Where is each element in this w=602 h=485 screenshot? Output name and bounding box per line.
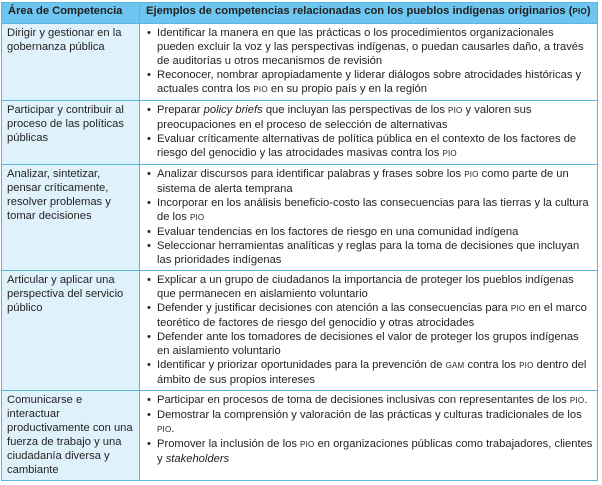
item-text: en el marco teorético de factores de riesgo del genocidio y otras atrocidades [157, 302, 587, 329]
abbreviation: PIO [442, 149, 457, 158]
list-item [146, 68, 593, 97]
item-text: Evaluar críticamente alternativas de política pública en el contexto de los factores de riesgo del genocidio y las atrocidades masivas contra los [157, 133, 577, 159]
competency-examples [140, 271, 598, 391]
competency-examples [140, 24, 598, 101]
item-text: dentro del ámbito de sus propios intereses [157, 359, 587, 386]
abbreviation: PIO [464, 170, 479, 179]
table-body [2, 24, 598, 481]
list-item [146, 132, 593, 161]
examples-list [146, 273, 593, 387]
item-text: Analizar discursos para identificar palabras y frases sobre los [157, 168, 465, 180]
list-item [146, 330, 593, 358]
table-row [2, 271, 598, 391]
item-text: Identificar la manera en que las prácticas o los procedimientos organizacionales pueden excluir la voz y las perspectivas indígenas, o puedan causarles daño, a través de auditorías u otros mecanismos de revisión [157, 27, 584, 67]
item-text: como parte de un sistema de alerta temprana [157, 168, 569, 195]
emphasis-text: policy briefs [203, 104, 263, 116]
abbreviation: PIO [157, 425, 172, 434]
item-text: Defender y justificar decisiones con atención a las consecuencias para [157, 302, 511, 314]
item-text: y valoren sus preocupaciones en el proceso de selección de alternativas [157, 104, 532, 131]
item-text: Participar en procesos de toma de decisiones inclusivas con representantes de los [157, 394, 570, 406]
table-row [2, 391, 598, 481]
abbreviation: PIO [300, 440, 315, 449]
competency-area: Participar y contribuir al proceso de las políticas públicas [2, 101, 140, 165]
list-item [146, 393, 593, 408]
table-row [2, 101, 598, 165]
item-text: Identificar y priorizar oportunidades para la prevención de [157, 359, 446, 371]
table-row [2, 24, 598, 101]
list-item [146, 273, 593, 301]
list-item [146, 301, 593, 330]
header-examples-abbr: PIO [572, 7, 587, 16]
header-examples-text: Ejemplos de competencias relacionadas con los pueblos indígenas originarios ( [146, 5, 573, 17]
examples-list [146, 103, 593, 161]
item-text: Demostrar la comprensión y valoración de las prácticas y culturas tradicionales de los [157, 409, 582, 421]
competency-area: Dirigir y gestionar en la gobernanza pública [2, 24, 140, 101]
competencies-table [1, 2, 598, 481]
item-text: Promover la inclusión de los [157, 438, 301, 450]
list-item [146, 225, 593, 239]
item-text: que incluyan las perspectivas de los [262, 104, 449, 116]
abbreviation: PIO [253, 85, 268, 94]
emphasis-text: stakeholders [165, 453, 230, 465]
competency-examples [140, 101, 598, 165]
abbreviation: PIO [569, 396, 585, 405]
list-item [146, 103, 593, 132]
table-row [2, 165, 598, 271]
competency-area: Analizar, sintetizar, pensar críticamente, resolver problemas y tomar decisiones [2, 165, 140, 271]
item-text: contra los [464, 359, 520, 371]
examples-list [146, 26, 593, 97]
item-text: . [584, 394, 588, 406]
abbreviation: GAM [445, 361, 465, 370]
item-text: Incorporar en los análisis beneficio-costo las consecuencias para las tierras y la cultura de los [157, 197, 589, 223]
item-text: . [171, 423, 175, 435]
abbreviation: PIO [448, 106, 463, 115]
competency-examples [140, 391, 598, 481]
item-text: Defender ante los tomadores de decisiones el valor de proteger los grupos indígenas en aislamiento voluntario [157, 331, 579, 357]
examples-list [146, 393, 593, 466]
abbreviation: PIO [510, 304, 526, 313]
list-item [146, 358, 593, 387]
list-item [146, 408, 593, 437]
competency-examples [140, 165, 598, 271]
header-examples-close: ) [586, 5, 591, 17]
table-header-row [2, 3, 598, 24]
list-item [146, 437, 593, 466]
list-item [146, 26, 593, 68]
item-text: en organizaciones públicas como trabajadores, clientes y [157, 438, 593, 465]
item-text: Preparar [157, 104, 204, 116]
item-text: Reconocer, nombrar apropiadamente y liderar diálogos sobre atrocidades históricas y actuales contra los [157, 69, 582, 95]
item-text: Explicar a un grupo de ciudadanos la importancia de proteger los pueblos indígenas que permanecen en aislamiento voluntario [157, 274, 574, 300]
competency-area: Comunicarse e interactuar productivamente con una fuerza de trabajo y una ciudadanía diversa y cambiante [2, 391, 140, 481]
abbreviation: PIO [519, 361, 534, 370]
item-text: en su propio país y en la región [267, 83, 427, 95]
list-item [146, 167, 593, 196]
list-item [146, 239, 593, 267]
competency-area: Articular y aplicar una perspectiva del servicio público [2, 271, 140, 391]
item-text: Seleccionar herramientas analíticas y reglas para la toma de decisiones que incluyan las prioridades indígenas [157, 240, 580, 266]
examples-list [146, 167, 593, 267]
abbreviation: PIO [189, 213, 205, 222]
item-text: Evaluar tendencias en los factores de riesgo en una comunidad indígena [157, 226, 519, 238]
list-item [146, 196, 593, 225]
header-examples [140, 3, 598, 24]
header-area: Área de Competencia [2, 3, 140, 24]
